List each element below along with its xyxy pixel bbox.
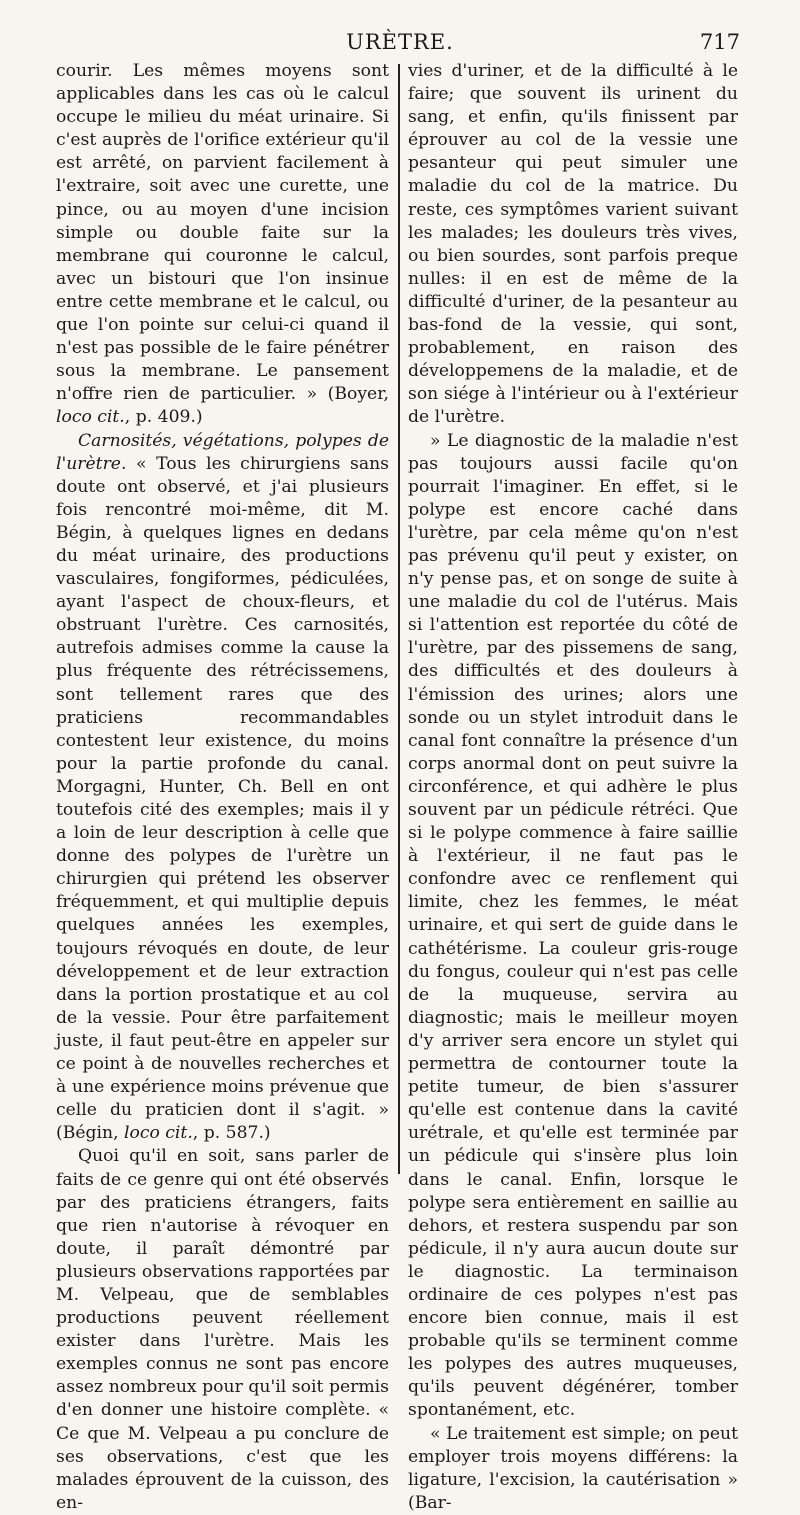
paragraph: Quoi qu'il en soit, sans parler de faits de ce genre qui ont été observés par des praticiens étrangers, faits que rien n'autorise à révoquer en doute, il paraît démontré par plusieurs observations rapportées par M. Velpeau, que de semblables productions peuvent réellement exister dans l'urètre. Mais les exemples connus ne sont pas encore assez nombreux pour qu'il soit permis d'en donner une histoire complète. « Ce que M. Velpeau a pu conclure de ses observations, c'est que les malades éprouvent de la cuisson, des en-: [56, 1146, 389, 1513]
running-title: URÈTRE.: [346, 30, 454, 54]
paragraph: vies d'uriner, et de la difficulté à le faire; que souvent ils urinent du sang, et enfin, qu'ils finissent par éprouver au col de la vessie une pesanteur qui peut simuler une maladie du col de la matrice. Du reste, ces symptômes varient suivant les malades; les douleurs très vives, ou bien sourdes, sont parfois preque nulles: il en est de même de la difficulté d'uriner, de la pesanteur au bas-fond de la vessie, qui sont, probablement, en raison des développemens de la maladie, et de son siége à l'intérieur ou à l'extérieur de l'urètre.: [408, 61, 738, 428]
paragraph: « Le traitement est simple; on peut employer trois moyens différens: la ligature, l'excision, la cautérisation » (Bar-: [408, 1423, 738, 1513]
right-column: [408, 60, 738, 1515]
citation: loco cit.: [56, 407, 125, 428]
left-column: [56, 60, 389, 1515]
running-header: [0, 30, 800, 58]
column-divider: [398, 64, 400, 1174]
citation: loco cit.: [124, 1123, 193, 1144]
paragraph: courir. Les mêmes moyens sont applicables dans les cas où le calcul occupe le milieu du méat urinaire. Si c'est auprès de l'orifice extérieur qu'il est arrêté, on parvient facilement à l'extraire, soit avec une curette, une pince, ou au moyen d'une incision simple ou double faite sur la membrane qui couronne le calcul, avec un bistouri que l'on insinue entre cette membrane et le calcul, ou que l'on pointe sur celui-ci quand il n'est pas possible de le faire pénétrer sous la membrane. Le pansement n'offre rien de particulier. » (Boyer, loco cit., p. 409.): [56, 61, 389, 428]
paragraph: » Le diagnostic de la maladie n'est pas toujours aussi facile qu'on pourrait l'imaginer. En effet, si le polype est encore caché dans l'urètre, par cela même qu'on n'est pas prévenu qu'il peut y exister, on n'y pense pas, et on songe de suite à une maladie du col de l'utérus. Mais si l'attention est reportée du côté de l'urètre, par des pissemens de sang, des difficultés et des douleurs à l'émission des urines; alors une sonde ou un stylet introduit dans le canal font connaître la présence d'un corps anormal dont on peut suivre la circonférence, et qui adhère le plus souvent par un pédicule rétréci. Que si le polype commence à faire saillie à l'extérieur, il ne faut pas le confondre avec ce renflement qui limite, chez les femmes, le méat urinaire, et qui sert de guide dans le cathétérisme. La couleur gris-rouge du fongus, couleur qui n'est pas celle de la muqueuse, servira au diagnostic; mais le meilleur moyen d'y arriver sera encore un stylet qui permettra de contourner toute la petite tumeur, de bien s'assurer qu'elle est contenue dans la cavité urétrale, et qu'elle est terminée par un pédicule qui s'insère plus loin dans le canal. Enfin, lorsque le polype sera entièrement en saillie au dehors, et restera suspendu par son pédicule, il n'y aura aucun doute sur le diagnostic. La terminaison ordinaire de ces polypes n'est pas encore bien connue, mais il est probable qu'ils se terminent comme les polypes des autres muqueuses, qu'ils peuvent dégénérer, tomber spontanément, etc.: [408, 430, 738, 1421]
paragraph: Carnosités, végétations, polypes de l'urètre. « Tous les chirurgiens sans doute ont observé, et j'ai plusieurs fois rencontré moi-même, dit M. Bégin, à quelques lignes en dedans du méat urinaire, des productions vasculaires, fongiformes, pédiculées, ayant l'aspect de choux-fleurs, et obstruant l'urètre. Ces carnosités, autrefois admises comme la cause la plus fréquente des rétrécissemens, sont tellement rares que des praticiens recommandables contestent leur existence, du moins pour la partie profonde du canal. Morgagni, Hunter, Ch. Bell en ont toutefois cité des exemples; mais il y a loin de leur description à celle que donne des polypes de l'urètre un chirurgien qui prétend les observer fréquemment, et qui multiplie depuis quelques années les exemples, toujours révoqués en doute, de leur développement et de leur extraction dans la portion prostatique et au col de la vessie. Pour être parfaitement juste, il faut peut-être en appeler sur ce point à de nouvelles recherches et à une expérience moins prévenue que celle du praticien dont il s'agit. » (Bégin, loco cit., p. 587.): [56, 430, 389, 1144]
section-heading: Carnosités, végétations, polypes de l'urètre.: [56, 430, 389, 474]
page-number: 717: [699, 30, 740, 54]
